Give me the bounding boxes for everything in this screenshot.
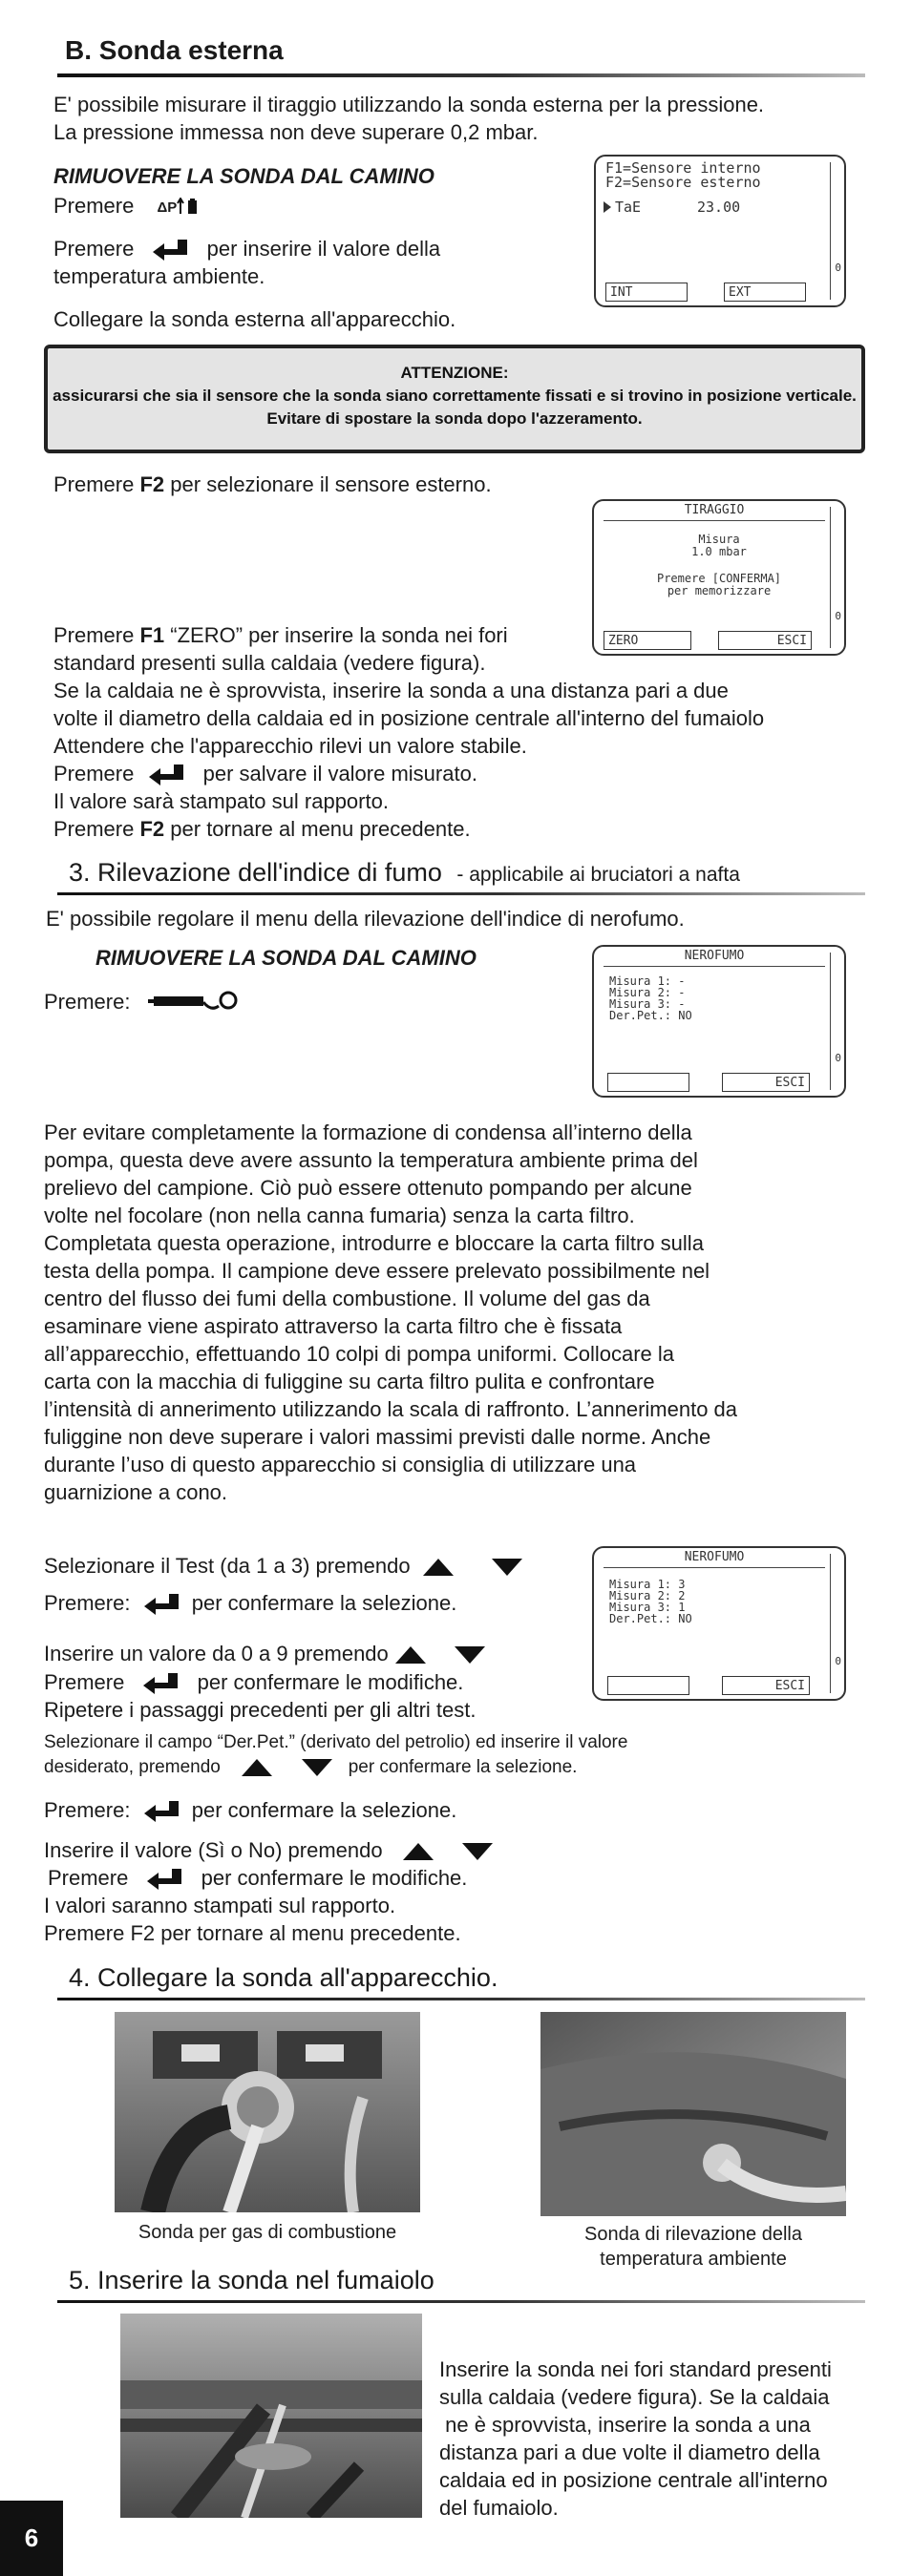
screen-line: Der.Pet.: NO bbox=[609, 1009, 692, 1022]
instruction-line bbox=[44, 1796, 456, 1824]
paragraph-line: sulla caldaia (vedere figura). Se la caldaia bbox=[439, 2385, 830, 2409]
screen-line: Misura 3: - bbox=[609, 997, 686, 1011]
photo-caption bbox=[531, 2222, 856, 2272]
paragraph-line: esaminare viene aspirato attraverso la carta filtro che è fissata bbox=[44, 1314, 623, 1338]
screen-button-ext[interactable]: EXT bbox=[724, 283, 806, 302]
instruction-line bbox=[44, 1589, 456, 1617]
instruction-text: per inserire il valore della bbox=[206, 237, 441, 261]
instruction-text: per confermare la selezione. bbox=[191, 1798, 457, 1822]
remove-probe-warning: RIMUOVERE LA SONDA DAL CAMINO bbox=[53, 164, 434, 188]
screen-button-int[interactable]: INT bbox=[605, 283, 688, 302]
device-screen-sensor-select bbox=[594, 155, 846, 307]
paragraph-line: testa della pompa. Il campione deve essere prelevato possibilmente nel bbox=[44, 1259, 710, 1283]
instruction-line bbox=[53, 471, 492, 498]
screen-zero-mark: 0 bbox=[835, 1052, 841, 1064]
screen-line: Misura 1: - bbox=[609, 974, 686, 988]
paragraph-line: l’intensità di annerimento utilizzando la scala di raffronto. L’annerimento da bbox=[44, 1397, 738, 1421]
paragraph-line: centro del flusso dei fumi della combustione. Il volume del gas da bbox=[44, 1287, 650, 1310]
instruction-line bbox=[53, 235, 440, 262]
paragraph-line: Completata questa operazione, introdurre e bloccare la carta filtro sulla bbox=[44, 1231, 704, 1255]
instruction-line: Se la caldaia ne è sprovvista, inserire la sonda a una distanza pari a due bbox=[53, 679, 729, 702]
pump-procedure-paragraph bbox=[44, 1119, 737, 1506]
paragraph-line: caldaia ed in posizione centrale all'interno bbox=[439, 2468, 828, 2492]
screen-line: per memorizzare bbox=[667, 584, 772, 597]
enter-key-icon bbox=[151, 240, 189, 261]
screen-button-exit[interactable]: ESCI bbox=[718, 631, 812, 650]
instruction-text: Premere: bbox=[44, 1591, 131, 1615]
selection-cursor-icon bbox=[604, 201, 611, 213]
photo-ambient-temperature-probe bbox=[540, 2012, 846, 2216]
screen-title: TIRAGGIO bbox=[604, 501, 825, 521]
instruction-text: per confermare le modifiche. bbox=[197, 1670, 464, 1694]
photo-caption-line: temperatura ambiente bbox=[600, 2249, 787, 2270]
section-4-title: 4. Collegare la sonda all'apparecchio. bbox=[69, 1963, 498, 1992]
screen-line: 1.0 mbar bbox=[691, 545, 747, 558]
instruction-text: Premere bbox=[48, 1866, 129, 1890]
instruction-line: Attendere che l'apparecchio rilevi un valore stabile. bbox=[53, 734, 527, 758]
arrow-up-icon bbox=[422, 1558, 455, 1577]
instruction-line: Il valore sarà stampato sul rapporto. bbox=[53, 789, 389, 813]
instruction-line bbox=[48, 1864, 467, 1892]
attention-line: assicurarsi che sia il sensore che la sonda siano correttamente fissati e si trovino in posizione verticale. bbox=[53, 387, 857, 405]
section-4-rule bbox=[57, 1998, 865, 2000]
screen-zero-mark: 0 bbox=[835, 1655, 841, 1667]
screen-line: F2=Sensore esterno bbox=[605, 174, 761, 191]
photo-caption-line: Sonda di rilevazione della bbox=[584, 2224, 802, 2245]
enter-key-icon bbox=[142, 1801, 180, 1822]
smoke-pump-icon bbox=[148, 989, 244, 1017]
instruction-text: Premere: bbox=[44, 1798, 131, 1822]
section-5-title: 5. Inserire la sonda nel fumaiolo bbox=[69, 2266, 434, 2294]
instruction-line: Selezionare il campo “Der.Pet.” (derivato del petrolio) ed inserire il valore bbox=[44, 1732, 628, 1752]
paragraph-line: Per evitare completamente la formazione di condensa all’interno della bbox=[44, 1120, 692, 1144]
photo-caption: Sonda per gas di combustione bbox=[138, 2222, 397, 2243]
screen-line: Misura 2: - bbox=[609, 986, 686, 999]
photo-probe-in-flue bbox=[120, 2314, 422, 2518]
instruction-text: Premere bbox=[53, 472, 140, 496]
paragraph-line: ne è sprovvista, inserire la sonda a una bbox=[439, 2413, 811, 2437]
arrow-up-icon bbox=[241, 1758, 273, 1777]
instruction-text: Premere bbox=[53, 623, 140, 647]
enter-key-icon bbox=[147, 764, 185, 785]
instruction-text: desiderato, premendo bbox=[44, 1757, 221, 1777]
paragraph-line: distanza pari a due volte il diametro della bbox=[439, 2440, 820, 2464]
paragraph-line: Inserire la sonda nei fori standard presenti bbox=[439, 2357, 832, 2381]
paragraph-line: fuliggine non deve superare i valori massimi previsti dalle norme. Anche bbox=[44, 1425, 711, 1449]
instruction-line bbox=[53, 192, 200, 221]
instruction-line: Collegare la sonda esterna all'apparecchio. bbox=[53, 307, 456, 331]
paragraph-line: pompa, questa deve avere assunto la temperatura ambiente prima del bbox=[44, 1148, 698, 1172]
instruction-text: Premere bbox=[53, 194, 135, 218]
instruction-line bbox=[53, 815, 471, 843]
section-5-text bbox=[439, 2356, 832, 2522]
screen-row-value: 23.00 bbox=[697, 199, 741, 216]
screen-scrollbar bbox=[830, 953, 840, 1090]
paragraph-line: carta con la macchia di fuliggine su carta filtro pulita e confrontare bbox=[44, 1370, 655, 1393]
device-screen-smoke-index-filled bbox=[592, 1546, 846, 1701]
paragraph-line: all’apparecchio, effettuando 10 colpi di pompa uniformi. Collocare la bbox=[44, 1342, 674, 1366]
photo-combustion-probe-connector bbox=[115, 2012, 420, 2212]
screen-scrollbar bbox=[830, 507, 840, 648]
screen-title: NEROFUMO bbox=[604, 947, 825, 967]
section-5-rule bbox=[57, 2300, 865, 2303]
paragraph-line: E' possibile misurare il tiraggio utilizzando la sonda esterna per la pressione. bbox=[53, 93, 765, 116]
arrow-down-icon bbox=[491, 1558, 523, 1577]
paragraph-line: E' possibile regolare il menu della rilevazione dell'indice di nerofumo. bbox=[46, 907, 685, 931]
instruction-line: volte il diametro della caldaia ed in posizione centrale all'interno del fumaiolo bbox=[53, 706, 765, 730]
instruction-text: Inserire un valore da 0 a 9 premendo bbox=[44, 1642, 389, 1665]
screen-line: Misura 3: 1 bbox=[609, 1601, 686, 1614]
instruction-text: per selezionare il sensore esterno. bbox=[164, 472, 492, 496]
enter-key-icon bbox=[141, 1673, 180, 1694]
instruction-line: Ripetere i passaggi precedenti per gli altri test. bbox=[44, 1698, 477, 1722]
instruction-text: per confermare la selezione. bbox=[191, 1591, 457, 1615]
attention-box bbox=[44, 345, 865, 453]
paragraph-line: guarnizione a cono. bbox=[44, 1480, 228, 1504]
arrow-up-icon bbox=[402, 1842, 434, 1861]
arrow-down-icon bbox=[461, 1842, 494, 1861]
delta-p-label: ΔP bbox=[157, 199, 178, 216]
instruction-line bbox=[44, 1552, 523, 1580]
instruction-line: standard presenti sulla caldaia (vedere figura). bbox=[53, 651, 486, 675]
screen-title: NEROFUMO bbox=[604, 1548, 825, 1568]
section-b-title: B. Sonda esterna bbox=[65, 35, 284, 65]
device-screen-smoke-index-empty bbox=[592, 945, 846, 1098]
instruction-line bbox=[44, 1755, 577, 1780]
instruction-line bbox=[53, 621, 508, 649]
delta-p-key-icon bbox=[157, 194, 200, 221]
paragraph-line: durante l’uso di questo apparecchio si consiglia di utilizzare una bbox=[44, 1453, 637, 1476]
paragraph-line: La pressione immessa non deve superare 0,2 mbar. bbox=[53, 120, 539, 144]
instruction-line: temperatura ambiente. bbox=[53, 264, 265, 288]
section-3-title bbox=[69, 858, 740, 888]
screen-row-label: TaE bbox=[615, 199, 642, 216]
remove-probe-warning: RIMUOVERE LA SONDA DAL CAMINO bbox=[95, 946, 477, 970]
instruction-text: “ZERO” per inserire la sonda nei fori bbox=[164, 623, 508, 647]
section-b-rule bbox=[57, 73, 865, 77]
paragraph-line: prelievo del campione. Ciò può essere ottenuto pompando per alcune bbox=[44, 1176, 692, 1200]
instruction-text: Premere bbox=[44, 1670, 125, 1694]
section-3-subtitle: - applicabile ai bruciatori a nafta bbox=[456, 864, 740, 886]
section-3-title-text: 3. Rilevazione dell'indice di fumo bbox=[69, 858, 442, 887]
enter-key-icon bbox=[142, 1594, 180, 1615]
instruction-text: Premere bbox=[53, 762, 135, 785]
instruction-line bbox=[44, 1836, 494, 1864]
attention-line: Evitare di spostare la sonda dopo l'azzeramento. bbox=[266, 409, 643, 428]
screen-button-zero[interactable]: ZERO bbox=[604, 631, 691, 650]
screen-line: Misura 1: 3 bbox=[609, 1578, 686, 1591]
instruction-text: Selezionare il Test (da 1 a 3) premendo bbox=[44, 1554, 411, 1578]
screen-button-blank[interactable] bbox=[607, 1073, 689, 1092]
screen-line: F1=Sensore interno bbox=[605, 159, 761, 177]
section-3-rule bbox=[57, 892, 865, 895]
screen-line: Der.Pet.: NO bbox=[609, 1612, 692, 1625]
screen-line: Premere [CONFERMA] bbox=[656, 572, 782, 585]
instruction-line bbox=[44, 1640, 486, 1667]
screen-line: Misura 2: 2 bbox=[609, 1589, 686, 1602]
page-number: 6 bbox=[0, 2501, 63, 2576]
instruction-text: Premere bbox=[53, 237, 135, 261]
instruction-line bbox=[53, 760, 477, 787]
key-label: F2 bbox=[139, 817, 165, 841]
instruction-text: per confermare le modifiche. bbox=[201, 1866, 468, 1890]
screen-line: Misura bbox=[698, 533, 740, 546]
key-label: F2 bbox=[139, 472, 165, 496]
instruction-text: Inserire il valore (Sì o No) premendo bbox=[44, 1838, 383, 1862]
screen-zero-mark: 0 bbox=[835, 610, 841, 622]
instruction-text: per confermare la selezione. bbox=[348, 1757, 578, 1777]
attention-title: ATTENZIONE: bbox=[400, 364, 509, 382]
key-label: F1 bbox=[139, 623, 165, 647]
arrow-down-icon bbox=[454, 1645, 486, 1665]
device-screen-draught bbox=[592, 499, 846, 656]
paragraph-line: volte nel focolare (non nella canna fumaria) senza la carta filtro. bbox=[44, 1204, 635, 1227]
instruction-line bbox=[44, 988, 244, 1017]
enter-key-icon bbox=[145, 1869, 183, 1890]
screen-button-exit[interactable]: ESCI bbox=[722, 1073, 810, 1092]
instruction-line: Premere F2 per tornare al menu precedente. bbox=[44, 1921, 461, 1945]
screen-zero-mark: 0 bbox=[835, 262, 841, 274]
screen-button-exit[interactable]: ESCI bbox=[722, 1676, 810, 1695]
screen-scrollbar bbox=[830, 162, 840, 300]
instruction-text: per salvare il valore misurato. bbox=[202, 762, 477, 785]
instruction-text: Premere: bbox=[44, 990, 131, 1014]
screen-scrollbar bbox=[830, 1554, 840, 1693]
instruction-text: per tornare al menu precedente. bbox=[164, 817, 471, 841]
screen-button-blank[interactable] bbox=[607, 1676, 689, 1695]
arrow-down-icon bbox=[301, 1758, 333, 1777]
paragraph-line: del fumaiolo. bbox=[439, 2496, 559, 2520]
arrow-up-icon bbox=[394, 1645, 427, 1665]
instruction-line: I valori saranno stampati sul rapporto. bbox=[44, 1894, 396, 1917]
instruction-line bbox=[44, 1668, 463, 1696]
instruction-text: Premere bbox=[53, 817, 140, 841]
